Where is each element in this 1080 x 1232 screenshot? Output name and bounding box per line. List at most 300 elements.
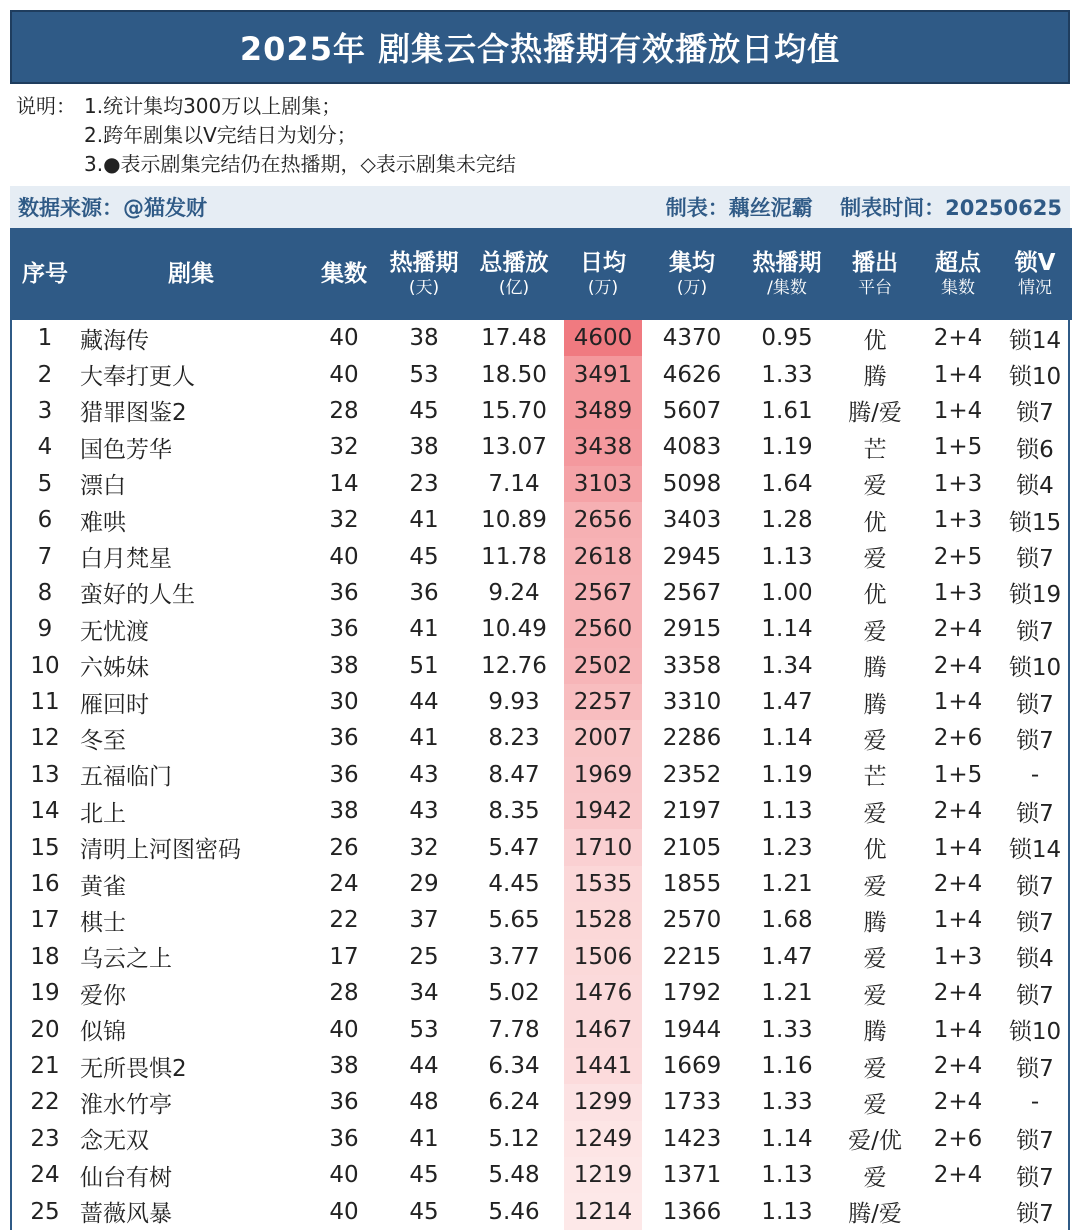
- table-cell: 1+4: [933, 1016, 983, 1043]
- table-cell: 1.33: [761, 361, 813, 388]
- table-row: [12, 502, 1072, 538]
- table-cell: 2197: [662, 798, 722, 825]
- table-cell: 2502: [564, 648, 642, 684]
- table-cell: 2: [37, 361, 53, 388]
- table-date: 制表时间：20250625: [840, 196, 1062, 220]
- table-row: [12, 611, 1072, 647]
- table-cell: 43: [409, 798, 439, 825]
- table-cell: 2257: [564, 684, 642, 720]
- table-cell: 1.28: [761, 507, 813, 534]
- table-cell: 7.78: [488, 1016, 540, 1043]
- table-cell: 似锦: [80, 1019, 126, 1046]
- table-cell: 2105: [662, 834, 722, 861]
- table-cell: 1.33: [761, 1016, 813, 1043]
- table-cell: 5098: [662, 470, 722, 497]
- table-cell: 无忧渡: [80, 618, 149, 645]
- table-cell: 9.93: [488, 689, 540, 716]
- column-header: [742, 228, 832, 320]
- table-cell: -: [1030, 761, 1040, 788]
- table-cell: 2+4: [933, 871, 983, 898]
- table-cell: 25: [30, 1198, 60, 1225]
- table-cell: 1.19: [761, 434, 813, 461]
- table-row: [12, 356, 1072, 392]
- table-cell: 锁7: [1016, 691, 1054, 718]
- table-cell: 锁7: [1016, 1128, 1054, 1155]
- table-cell: 9.24: [488, 579, 540, 606]
- table-cell: 14: [30, 798, 60, 825]
- note-line-2: 2.跨年剧集以V完结日为划分；: [84, 123, 357, 147]
- table-cell: 1.16: [761, 1053, 813, 1079]
- table-cell: 2+5: [933, 543, 983, 570]
- table-cell: 优: [863, 327, 887, 354]
- table-cell: 难哄: [80, 509, 126, 536]
- table-cell: 锁7: [1016, 982, 1054, 1009]
- table-cell: 12: [30, 725, 60, 752]
- table-row: [12, 320, 1072, 356]
- table-cell: 5.47: [488, 834, 540, 861]
- table-cell: 3358: [662, 652, 722, 679]
- table-cell: 25: [409, 943, 439, 970]
- table-cell: 猎罪图鉴2: [80, 400, 187, 427]
- table-cell: 2286: [662, 725, 722, 752]
- table-cell: 36: [329, 761, 359, 788]
- table-cell: 1969: [564, 757, 642, 793]
- table-cell: 40: [329, 1162, 359, 1189]
- table-row: [12, 1121, 1072, 1157]
- column-header-unit: 平台: [858, 278, 892, 298]
- table-cell: 爱: [863, 873, 887, 900]
- table-cell: 3.77: [488, 943, 540, 970]
- table-cell: 4: [37, 434, 53, 461]
- table-cell: 5607: [662, 397, 722, 424]
- table-cell: 2+4: [933, 1089, 983, 1116]
- table-cell: 蛮好的人生: [80, 582, 195, 609]
- table-cell: 爱: [863, 1164, 887, 1191]
- table-cell: 23: [409, 470, 439, 497]
- table-cell: 1733: [662, 1089, 722, 1116]
- table-cell: 40: [329, 543, 359, 570]
- table-cell: 优: [863, 837, 887, 864]
- table-row: [12, 429, 1072, 465]
- table-cell: 锁19: [1008, 582, 1062, 609]
- table-cell: 1.14: [761, 616, 813, 643]
- table-cell: 2+4: [933, 980, 983, 1007]
- table-row: [12, 466, 1072, 502]
- table-cell: 芒: [863, 436, 887, 463]
- table-cell: 1+3: [933, 943, 983, 970]
- column-header: [384, 228, 464, 320]
- table-cell: 5.02: [488, 980, 540, 1007]
- table-cell: 10.89: [481, 507, 547, 534]
- table-cell: 1249: [564, 1121, 642, 1157]
- table-cell: 清明上河图密码: [80, 837, 241, 864]
- table-cell: 6: [37, 507, 53, 534]
- table-cell: 3489: [564, 393, 642, 429]
- table-cell: 3491: [564, 356, 642, 392]
- table-cell: 4626: [662, 361, 722, 388]
- column-header-unit: (万): [587, 278, 619, 298]
- column-header-unit: 集数: [941, 278, 975, 298]
- table-cell: 1.13: [761, 798, 813, 825]
- column-header-label: 剧集: [168, 261, 214, 287]
- table-cell: 30: [329, 689, 359, 716]
- table-cell: 1.68: [761, 907, 813, 934]
- table-cell: 37: [409, 907, 439, 934]
- table-cell: 36: [329, 725, 359, 752]
- table-cell: 1: [37, 325, 53, 352]
- table-cell: 1944: [662, 1016, 722, 1043]
- table-cell: 38: [409, 434, 439, 461]
- ranking-table: [10, 228, 1070, 1230]
- table-cell: 5.12: [488, 1125, 540, 1152]
- table-cell: 22: [329, 907, 359, 934]
- table-cell: 20: [30, 1016, 60, 1043]
- table-cell: 16: [30, 871, 60, 898]
- column-header-unit: (万): [676, 278, 708, 298]
- table-row: [12, 1048, 1072, 1084]
- table-cell: 26: [329, 834, 359, 861]
- column-header-label: 集数: [321, 261, 367, 287]
- table-cell: 4083: [662, 434, 722, 461]
- table-cell: 1.00: [761, 579, 813, 606]
- note-line-3: 3.●表示剧集完结仍在热播期，◇表示剧集未完结: [84, 152, 516, 176]
- table-cell: 锁7: [1016, 618, 1054, 645]
- column-header-label: 超点: [935, 250, 981, 276]
- table-cell: 1.34: [761, 652, 813, 679]
- table-cell: 2+6: [933, 725, 983, 752]
- table-cell: 5.65: [488, 907, 540, 934]
- table-cell: 爱: [863, 982, 887, 1009]
- table-cell: 六姊妹: [80, 655, 149, 682]
- table-cell: 18.50: [481, 361, 547, 388]
- table-cell: 6.24: [488, 1089, 540, 1116]
- table-cell: 2+4: [933, 325, 983, 352]
- table-cell: 1.14: [761, 725, 813, 752]
- table-cell: 1+3: [933, 507, 983, 534]
- column-header: [564, 228, 642, 320]
- table-row: [12, 1157, 1072, 1193]
- table-cell: 48: [409, 1089, 439, 1116]
- table-cell: 2567: [662, 579, 722, 606]
- table-row: [12, 684, 1072, 720]
- column-header-unit: 情况: [1018, 278, 1052, 298]
- table-row: [12, 538, 1072, 574]
- table-cell: 腾: [863, 1019, 887, 1046]
- table-cell: 15.70: [481, 397, 547, 424]
- table-cell: 2618: [564, 538, 642, 574]
- table-cell: 38: [329, 1053, 359, 1079]
- table-cell: 1441: [564, 1048, 642, 1084]
- table-cell: 1710: [564, 829, 642, 865]
- table-cell: 北上: [80, 800, 126, 827]
- table-cell: 锁7: [1016, 1055, 1054, 1082]
- table-cell: 36: [329, 1089, 359, 1116]
- table-cell: 38: [329, 652, 359, 679]
- note-row: [16, 121, 1066, 150]
- table-cell: 锁6: [1016, 436, 1054, 463]
- column-header: [998, 228, 1072, 320]
- table-cell: 13.07: [481, 434, 547, 461]
- table-cell: 44: [409, 689, 439, 716]
- table-cell: 1.23: [761, 834, 813, 861]
- table-cell: 爱你: [80, 982, 126, 1009]
- table-cell: 9: [37, 616, 53, 643]
- table-cell: 锁10: [1008, 1019, 1062, 1046]
- column-header-label: 序号: [22, 261, 68, 287]
- table-cell: 锁14: [1008, 837, 1062, 864]
- table-cell: 1467: [564, 1011, 642, 1047]
- table-cell: 36: [329, 1125, 359, 1152]
- table-cell: 11.78: [481, 543, 547, 570]
- table-cell: 爱: [863, 946, 887, 973]
- table-cell: 优: [863, 582, 887, 609]
- table-cell: 锁4: [1016, 473, 1054, 500]
- table-cell: 2945: [662, 543, 722, 570]
- table-cell: 爱: [863, 800, 887, 827]
- table-cell: 白月梵星: [80, 546, 172, 573]
- table-row: [12, 1193, 1072, 1229]
- column-header: [464, 228, 564, 320]
- table-cell: 40: [329, 361, 359, 388]
- table-cell: 22: [30, 1089, 60, 1116]
- table-cell: 1.19: [761, 761, 813, 788]
- table-cell: 1.64: [761, 470, 813, 497]
- table-cell: 藏海传: [80, 327, 149, 354]
- column-header-label: 总播放: [479, 250, 549, 276]
- table-row: [12, 575, 1072, 611]
- table-cell: 1+4: [933, 834, 983, 861]
- table-cell: 24: [30, 1162, 60, 1189]
- column-header-label: 锁V: [1014, 250, 1056, 276]
- table-cell: 1528: [564, 902, 642, 938]
- table-cell: 1792: [662, 980, 722, 1007]
- table-cell: 锁4: [1016, 946, 1054, 973]
- table-cell: 锁7: [1016, 400, 1054, 427]
- table-cell: 爱: [863, 1055, 887, 1082]
- table-cell: 1942: [564, 793, 642, 829]
- table-cell: 40: [329, 325, 359, 352]
- table-cell: 41: [409, 725, 439, 752]
- table-cell: 53: [409, 1016, 439, 1043]
- table-cell: 蔷薇风暴: [80, 1201, 172, 1228]
- table-cell: [918, 1193, 998, 1229]
- table-cell: 1.33: [761, 1089, 813, 1116]
- column-header: [832, 228, 918, 320]
- table-cell: 1.13: [761, 1162, 813, 1189]
- table-row: [12, 393, 1072, 429]
- table-cell: 43: [409, 761, 439, 788]
- table-cell: 腾: [863, 364, 887, 391]
- table-cell: 1.21: [761, 980, 813, 1007]
- table-row: [12, 757, 1072, 793]
- table-cell: 2352: [662, 761, 722, 788]
- table-cell: 8.23: [488, 725, 540, 752]
- table-cell: 3310: [662, 689, 722, 716]
- table-cell: 32: [329, 507, 359, 534]
- table-cell: 2215: [662, 943, 722, 970]
- table-cell: 爱: [863, 473, 887, 500]
- table-cell: 13: [30, 761, 60, 788]
- table-cell: 锁7: [1016, 546, 1054, 573]
- column-header: [304, 228, 384, 320]
- table-cell: 2+4: [933, 1162, 983, 1189]
- table-cell: 10.49: [481, 616, 547, 643]
- column-header-label: 播出: [852, 250, 898, 276]
- note-row: [16, 92, 1066, 121]
- table-row: [12, 793, 1072, 829]
- table-cell: 4370: [662, 325, 722, 352]
- page-title: 2025年 剧集云合热播期有效播放日均值: [10, 10, 1070, 84]
- table-cell: 3438: [564, 429, 642, 465]
- table-row: [12, 939, 1072, 975]
- table-cell: 17.48: [481, 325, 547, 352]
- table-row: [12, 648, 1072, 684]
- table-cell: 锁7: [1016, 909, 1054, 936]
- table-cell: 1+4: [933, 397, 983, 424]
- table-cell: 10: [30, 652, 60, 679]
- table-cell: 3403: [662, 507, 722, 534]
- table-cell: 腾: [863, 691, 887, 718]
- table-cell: 36: [329, 616, 359, 643]
- column-header-unit: (亿): [498, 278, 530, 298]
- table-cell: 15: [30, 834, 60, 861]
- table-cell: 1+3: [933, 579, 983, 606]
- data-source: 数据来源：@猫发财: [18, 196, 207, 220]
- table-cell: 冬至: [80, 727, 126, 754]
- table-cell: 淮水竹亭: [80, 1091, 172, 1118]
- table-cell: 36: [329, 579, 359, 606]
- table-cell: 5.48: [488, 1162, 540, 1189]
- column-header: [642, 228, 742, 320]
- table-cell: 仙台有树: [80, 1164, 172, 1191]
- table-cell: 1.47: [761, 689, 813, 716]
- table-cell: 腾: [863, 655, 887, 682]
- table-cell: 锁10: [1008, 655, 1062, 682]
- table-cell: 1855: [662, 871, 722, 898]
- table-cell: 无所畏惧2: [80, 1055, 187, 1082]
- notes-lead: 说明：: [16, 94, 76, 118]
- table-cell: 五福临门: [80, 764, 172, 791]
- table-cell: 2+4: [933, 1053, 983, 1079]
- table-cell: 乌云之上: [80, 946, 172, 973]
- table-cell: 1423: [662, 1125, 722, 1152]
- table-cell: 优: [863, 509, 887, 536]
- note-line-1: 1.统计集均300万以上剧集；: [84, 94, 342, 118]
- table-cell: 腾/爱: [848, 1201, 902, 1228]
- table-cell: 1535: [564, 866, 642, 902]
- table-cell: 36: [409, 579, 439, 606]
- table-cell: 念无双: [80, 1128, 149, 1155]
- table-row: [12, 866, 1072, 902]
- table-cell: 41: [409, 1125, 439, 1152]
- column-header-label: 热播期: [752, 250, 822, 276]
- table-cell: 40: [329, 1016, 359, 1043]
- table-cell: 41: [409, 616, 439, 643]
- table-cell: 5: [37, 470, 53, 497]
- table-cell: 1371: [662, 1162, 722, 1189]
- table-cell: 黄雀: [80, 873, 126, 900]
- table-cell: 1.61: [761, 397, 813, 424]
- table-cell: 锁15: [1008, 509, 1062, 536]
- table-cell: 锁10: [1008, 364, 1062, 391]
- table-cell: 1.13: [761, 1198, 813, 1225]
- table-cell: 锁14: [1008, 327, 1062, 354]
- table-cell: 国色芳华: [80, 436, 172, 463]
- table-cell: 锁7: [1016, 1164, 1054, 1191]
- notes-block: [16, 92, 1066, 179]
- table-header: [12, 228, 1072, 320]
- table-cell: 2570: [662, 907, 722, 934]
- column-header-unit: /集数: [767, 278, 807, 298]
- table-cell: 6.34: [488, 1053, 540, 1079]
- column-header: [918, 228, 998, 320]
- table-cell: 爱: [863, 727, 887, 754]
- table-cell: 0.95: [761, 325, 813, 352]
- table-cell: 14: [329, 470, 359, 497]
- table-cell: 51: [409, 652, 439, 679]
- table-cell: 45: [409, 397, 439, 424]
- table-cell: 1.21: [761, 871, 813, 898]
- table-cell: 锁7: [1016, 800, 1054, 827]
- table-cell: 28: [329, 980, 359, 1007]
- table-cell: 12.76: [481, 652, 547, 679]
- table-cell: 45: [409, 543, 439, 570]
- table-cell: -: [1030, 1089, 1040, 1116]
- table-cell: 1506: [564, 939, 642, 975]
- table-cell: 1+4: [933, 689, 983, 716]
- table-cell: 32: [329, 434, 359, 461]
- table-cell: 2+4: [933, 798, 983, 825]
- table-cell: 45: [409, 1198, 439, 1225]
- table-cell: 34: [409, 980, 439, 1007]
- table-cell: 2560: [564, 611, 642, 647]
- table-cell: 2656: [564, 502, 642, 538]
- table-row: [12, 1084, 1072, 1120]
- table-cell: 24: [329, 871, 359, 898]
- table-cell: 7: [37, 543, 53, 570]
- table-cell: 2+4: [933, 652, 983, 679]
- table-cell: 1476: [564, 975, 642, 1011]
- table-cell: 锁7: [1016, 1201, 1054, 1228]
- table-row: [12, 1011, 1072, 1047]
- table-cell: 1+5: [933, 434, 983, 461]
- table-cell: 锁7: [1016, 727, 1054, 754]
- table-cell: 1+4: [933, 907, 983, 934]
- table-cell: 4.45: [488, 871, 540, 898]
- table-row: [12, 975, 1072, 1011]
- column-header-label: 集均: [669, 250, 715, 276]
- meta-bar: [10, 186, 1070, 228]
- table-row: [12, 902, 1072, 938]
- table-cell: 40: [329, 1198, 359, 1225]
- column-header-label: 日均: [580, 250, 626, 276]
- table-cell: 23: [30, 1125, 60, 1152]
- table-cell: 44: [409, 1053, 439, 1079]
- table-cell: 1219: [564, 1157, 642, 1193]
- table-cell: 芒: [863, 764, 887, 791]
- table-cell: 大奉打更人: [80, 364, 195, 391]
- table-cell: 1299: [564, 1084, 642, 1120]
- table-cell: 1+4: [933, 361, 983, 388]
- table-cell: 45: [409, 1162, 439, 1189]
- table-cell: 腾/爱: [848, 400, 902, 427]
- table-cell: 爱: [863, 618, 887, 645]
- table-cell: 29: [409, 871, 439, 898]
- table-cell: 4600: [564, 320, 642, 356]
- table-cell: 32: [409, 834, 439, 861]
- table-cell: 爱: [863, 546, 887, 573]
- table-cell: 1669: [662, 1053, 722, 1079]
